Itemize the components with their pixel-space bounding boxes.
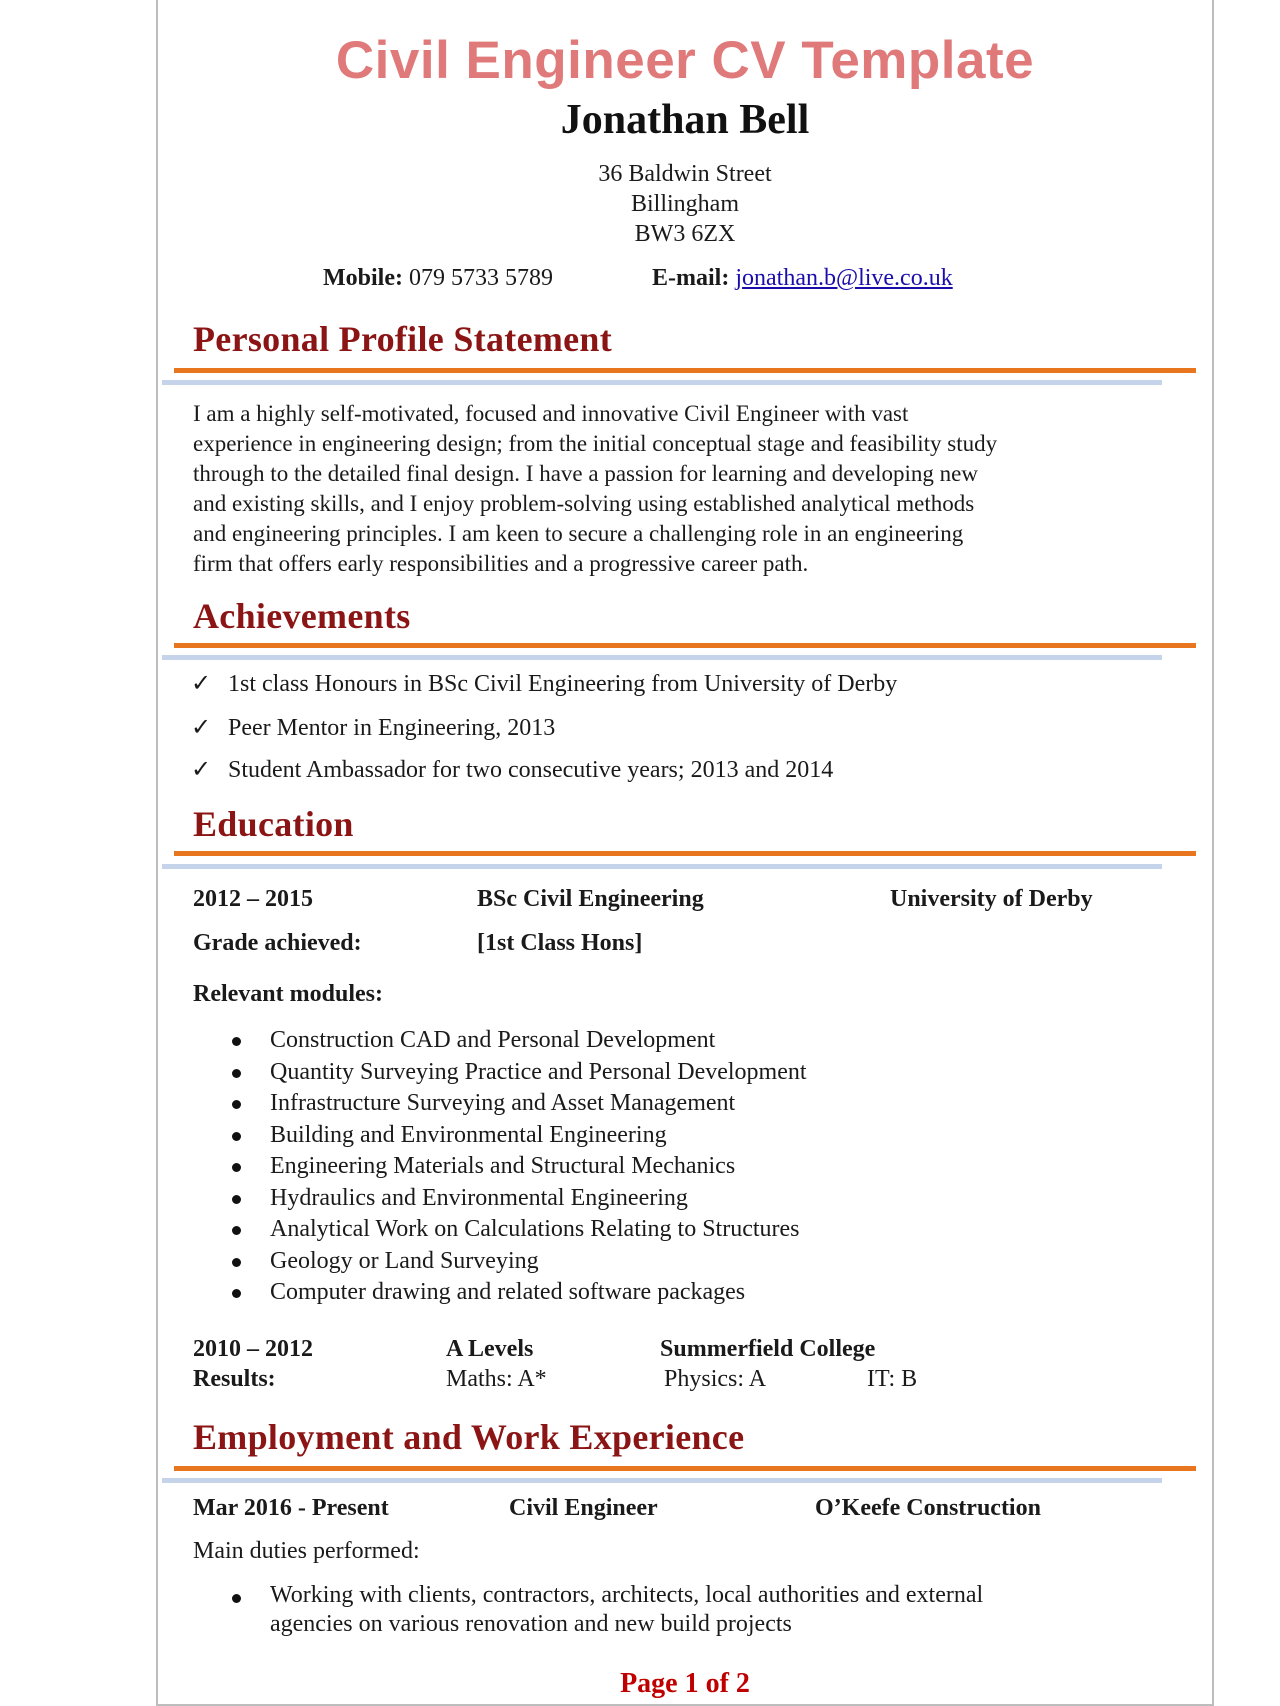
mobile-number: 079 5733 5789 [408, 265, 553, 291]
address-line-1: 36 Baldwin Street [598, 161, 772, 187]
job-dates: Mar 2016 - Present [193, 1495, 389, 1521]
degree-course: BSc Civil Engineering [477, 886, 704, 912]
alevels-course: A Levels [446, 1336, 534, 1362]
bullet-icon [232, 1226, 241, 1235]
page-border-right [1212, 0, 1214, 1706]
list-item [232, 1120, 1132, 1152]
email-label: E-mail: [652, 265, 730, 291]
achievements-heading: Achievements [193, 596, 411, 636]
module-name: Building and Environmental Engineering [270, 1121, 667, 1148]
duty-line: agencies on various renovation and new build projects [270, 1611, 792, 1637]
module-name: Analytical Work on Calculations Relating to Structures [270, 1216, 800, 1242]
achievement-item: Student Ambassador for two consecutive years; 2013 and 2014 [228, 757, 834, 783]
document-title: Civil Engineer CV Template [335, 31, 1035, 90]
check-icon: ✓ [191, 671, 212, 697]
list-item [232, 1151, 1132, 1183]
profile-line: firm that offers early responsibilities and a progressive career path. [193, 551, 809, 576]
achievements-rule-blue [162, 655, 1162, 660]
duties-label: Main duties performed: [193, 1538, 420, 1564]
achievement-item: Peer Mentor in Engineering, 2013 [228, 715, 556, 741]
profile-rule-blue [162, 380, 1162, 385]
list-item [232, 1277, 1132, 1309]
result-maths: Maths: A* [446, 1366, 547, 1392]
degree-institution: University of Derby [890, 886, 1093, 912]
address-line-3: BW3 6ZX [634, 221, 736, 247]
page-number: Page 1 of 2 [620, 1668, 750, 1699]
employment-heading: Employment and Work Experience [193, 1417, 745, 1457]
bullet-icon [232, 1163, 241, 1172]
list-item [232, 1057, 1132, 1089]
grade-label: Grade achieved: [193, 930, 362, 956]
results-label: Results: [193, 1366, 276, 1392]
profile-heading: Personal Profile Statement [193, 319, 613, 359]
modules-label: Relevant modules: [193, 981, 383, 1007]
job-title: Civil Engineer [509, 1495, 658, 1521]
achievements-rule-orange [174, 643, 1196, 648]
duty-line: Working with clients, contractors, architects, local authorities and external [270, 1582, 984, 1608]
module-name: Hydraulics and Environmental Engineering [270, 1184, 688, 1211]
bullet-icon [232, 1289, 241, 1298]
email-link[interactable]: jonathan.b@live.co.uk [735, 265, 953, 291]
mobile-label: Mobile: [323, 265, 403, 291]
profile-line: and engineering principles. I am keen to secure a challenging role in an engineering [193, 521, 964, 546]
result-physics: Physics: A [664, 1366, 767, 1392]
module-name: Geology or Land Surveying [270, 1247, 539, 1274]
module-name: Construction CAD and Personal Development [270, 1027, 716, 1053]
module-name: Engineering Materials and Structural Mechanics [270, 1153, 736, 1179]
job-company: O’Keefe Construction [815, 1495, 1041, 1521]
list-item [232, 1025, 1132, 1057]
bullet-icon [232, 1069, 241, 1078]
modules-list [232, 1025, 1132, 1309]
list-item [232, 1214, 1132, 1246]
list-item [232, 1246, 1132, 1278]
alevels-institution: Summerfield College [660, 1336, 876, 1362]
mobile-contact [323, 265, 553, 292]
achievement-item: 1st class Honours in BSc Civil Engineering from University of Derby [228, 671, 898, 697]
employment-rule-blue [162, 1478, 1162, 1483]
list-item [232, 1183, 1132, 1215]
profile-statement [193, 399, 1133, 579]
profile-line: and existing skills, and I enjoy problem-solving using established analytical methods [193, 491, 975, 516]
address-line-2: Billingham [631, 191, 739, 217]
module-name: Quantity Surveying Practice and Personal Development [270, 1058, 807, 1085]
education-rule-blue [162, 864, 1162, 869]
bullet-icon [232, 1100, 241, 1109]
employment-rule-orange [174, 1466, 1196, 1471]
page-border-left [156, 0, 158, 1706]
degree-years: 2012 – 2015 [193, 886, 313, 912]
bullet-icon [232, 1037, 241, 1046]
result-it: IT: B [867, 1366, 918, 1392]
bullet-icon [232, 1594, 241, 1603]
profile-line: experience in engineering design; from the initial conceptual stage and feasibility study [193, 431, 998, 456]
list-item [232, 1088, 1132, 1120]
alevels-years: 2010 – 2012 [193, 1336, 313, 1362]
check-icon: ✓ [191, 757, 212, 783]
email-contact [652, 265, 953, 292]
check-icon: ✓ [191, 715, 212, 741]
profile-rule-orange [174, 368, 1196, 373]
grade-value: [1st Class Hons] [477, 930, 643, 956]
profile-line: I am a highly self-motivated, focused and innovative Civil Engineer with vast [193, 401, 909, 426]
bullet-icon [232, 1195, 241, 1204]
education-heading: Education [193, 804, 354, 844]
profile-line: through to the detailed final design. I have a passion for learning and developing new [193, 461, 978, 486]
bullet-icon [232, 1132, 241, 1141]
bullet-icon [232, 1258, 241, 1267]
candidate-name: Jonathan Bell [560, 97, 810, 143]
module-name: Computer drawing and related software packages [270, 1279, 746, 1305]
education-rule-orange [174, 851, 1196, 856]
module-name: Infrastructure Surveying and Asset Management [270, 1090, 736, 1116]
